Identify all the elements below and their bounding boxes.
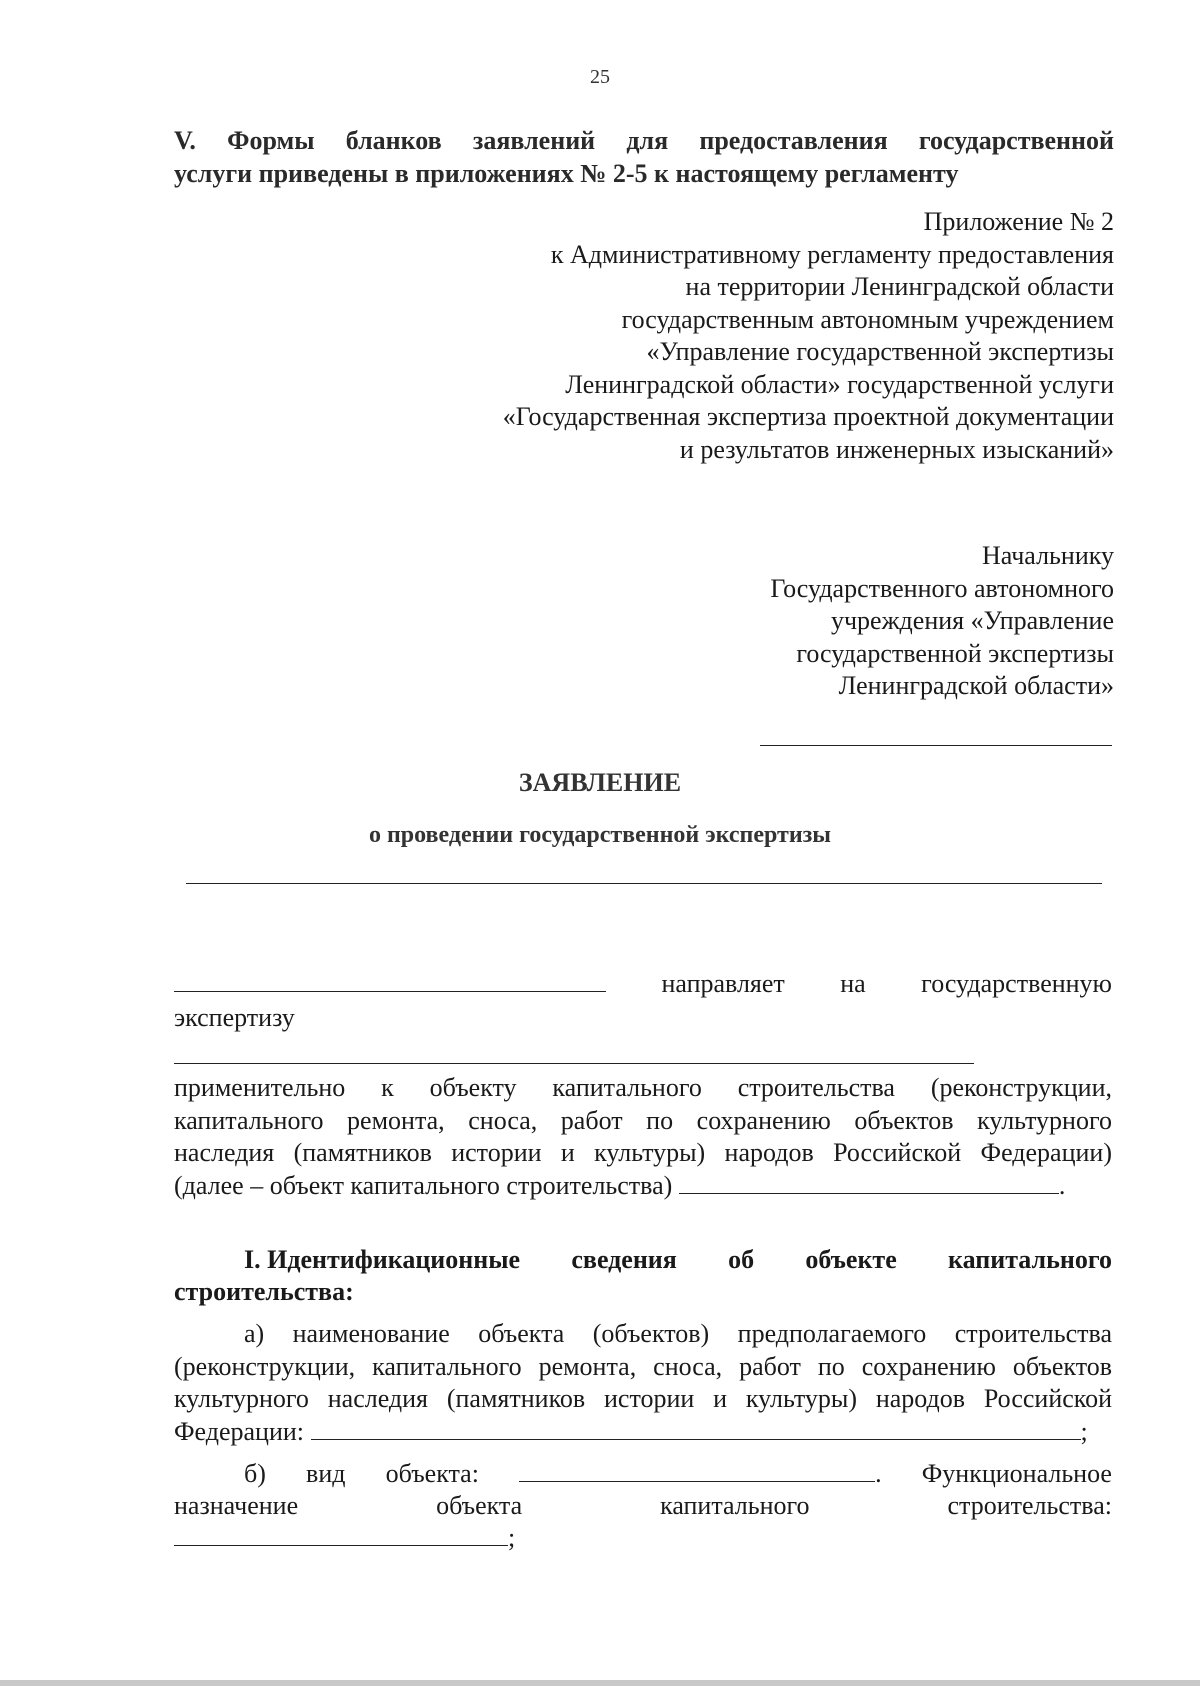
appendix-line: Ленинградской области» государственной услуги — [565, 369, 1114, 399]
applicant-blank — [174, 969, 606, 992]
addressee-line: учреждения «Управление — [830, 606, 1114, 635]
item-b-word: объекта — [436, 1491, 523, 1520]
appendix-line: и результатов инженерных изысканий» — [679, 434, 1114, 464]
object-name-blank — [679, 1171, 1059, 1194]
addressee-block — [770, 540, 1114, 703]
period: . — [875, 1459, 882, 1488]
semicolon: ; — [508, 1523, 516, 1552]
object-paragraph-text: (далее – объект капитального строительства) — [174, 1170, 673, 1200]
addressee-line: Государственного автономного — [770, 573, 1114, 603]
item-a-line — [174, 1416, 1112, 1449]
section1-heading-word: сведения — [571, 1245, 677, 1274]
section-heading-line-2: услуги приведены в приложениях № 2-5 к настоящему регламенту — [174, 159, 959, 188]
appendix-line: государственным автономным учреждением — [621, 304, 1114, 334]
addressee-line: государственной экспертизы — [796, 638, 1114, 668]
item-b-word: строительства: — [947, 1491, 1112, 1520]
section1-heading-word: I. Идентификационные — [244, 1245, 521, 1274]
item-a-line: (реконструкции, капитального ремонта, сноса, работ по сохранению объектов — [174, 1351, 1112, 1381]
item-b-line-1 — [244, 1458, 1112, 1490]
item-b-word: объекта: — [385, 1459, 479, 1488]
period: . — [1058, 1170, 1066, 1200]
object-type-blank — [519, 1459, 875, 1482]
item-a-paragraph — [174, 1318, 1112, 1448]
item-a-text: Федерации: — [174, 1416, 305, 1446]
item-b-word: назначение — [174, 1491, 299, 1520]
appendix-block — [503, 206, 1114, 466]
appendix-line: «Государственная экспертиза проектной документации — [502, 402, 1114, 431]
object-paragraph-line: капитального ремонта, сноса, работ по сохранению объектов культурного — [174, 1105, 1112, 1135]
item-a-line: культурного наследия (памятников истории и культуры) народов Российской — [174, 1384, 1112, 1413]
section-heading — [174, 124, 1114, 190]
section1-heading — [244, 1244, 1112, 1276]
object-paragraph-line: применительно к объекту капитального строительства (реконструкции, — [174, 1073, 1112, 1102]
item-b-line-2 — [174, 1490, 1112, 1522]
semicolon: ; — [1080, 1416, 1088, 1446]
item-a-line: а) наименование объекта (объектов) предполагаемого строительства — [244, 1319, 1112, 1348]
appendix-line: на территории Ленинградской области — [685, 272, 1114, 301]
item-b-word: капитального — [660, 1491, 810, 1520]
intro-line — [174, 968, 1112, 1000]
section1-heading-word: объекте — [805, 1245, 897, 1274]
page-bottom-edge — [0, 1680, 1200, 1686]
intro-word: направляет — [661, 969, 785, 998]
addressee-name-blank — [760, 745, 1112, 746]
appendix-line: «Управление государственной экспертизы — [646, 337, 1114, 366]
intro-word: государственную — [921, 969, 1112, 998]
section-heading-line-1: V. Формы бланков заявлений для предоставления государственной — [174, 126, 1114, 155]
appendix-line: к Административному регламенту предоставления — [550, 239, 1114, 269]
function-purpose-blank — [174, 1523, 508, 1546]
intro-continuation: экспертизу — [174, 1003, 295, 1032]
object-type-field — [519, 1458, 882, 1490]
item-b-line-3 — [174, 1522, 515, 1554]
statement-subtitle: о проведении государственной экспертизы — [368, 822, 832, 848]
item-b-word: вид — [306, 1459, 346, 1488]
intro-word: на — [840, 969, 866, 998]
object-paragraph-line — [174, 1170, 1112, 1203]
object-paragraph-line: наследия (памятников истории и культуры) народов Российской Федерации) — [174, 1138, 1112, 1167]
section1-heading-line-2: строительства: — [174, 1277, 354, 1306]
subtitle-blank — [186, 883, 1102, 884]
section1-heading-word: об — [728, 1245, 755, 1274]
object-title-blank — [311, 1417, 1081, 1440]
statement-title: ЗАЯВЛЕНИЕ — [518, 768, 682, 797]
section1-heading-word: капитального — [948, 1245, 1112, 1274]
appendix-line: Приложение № 2 — [923, 207, 1114, 236]
item-b-word: Функциональное — [921, 1459, 1112, 1488]
item-b-word: б) — [244, 1459, 266, 1488]
page-number: 25 — [590, 66, 610, 88]
object-paragraph — [174, 1072, 1112, 1202]
addressee-line: Начальнику — [981, 541, 1114, 570]
addressee-line: Ленинградской области» — [838, 671, 1114, 700]
expertise-type-blank — [174, 1063, 974, 1064]
